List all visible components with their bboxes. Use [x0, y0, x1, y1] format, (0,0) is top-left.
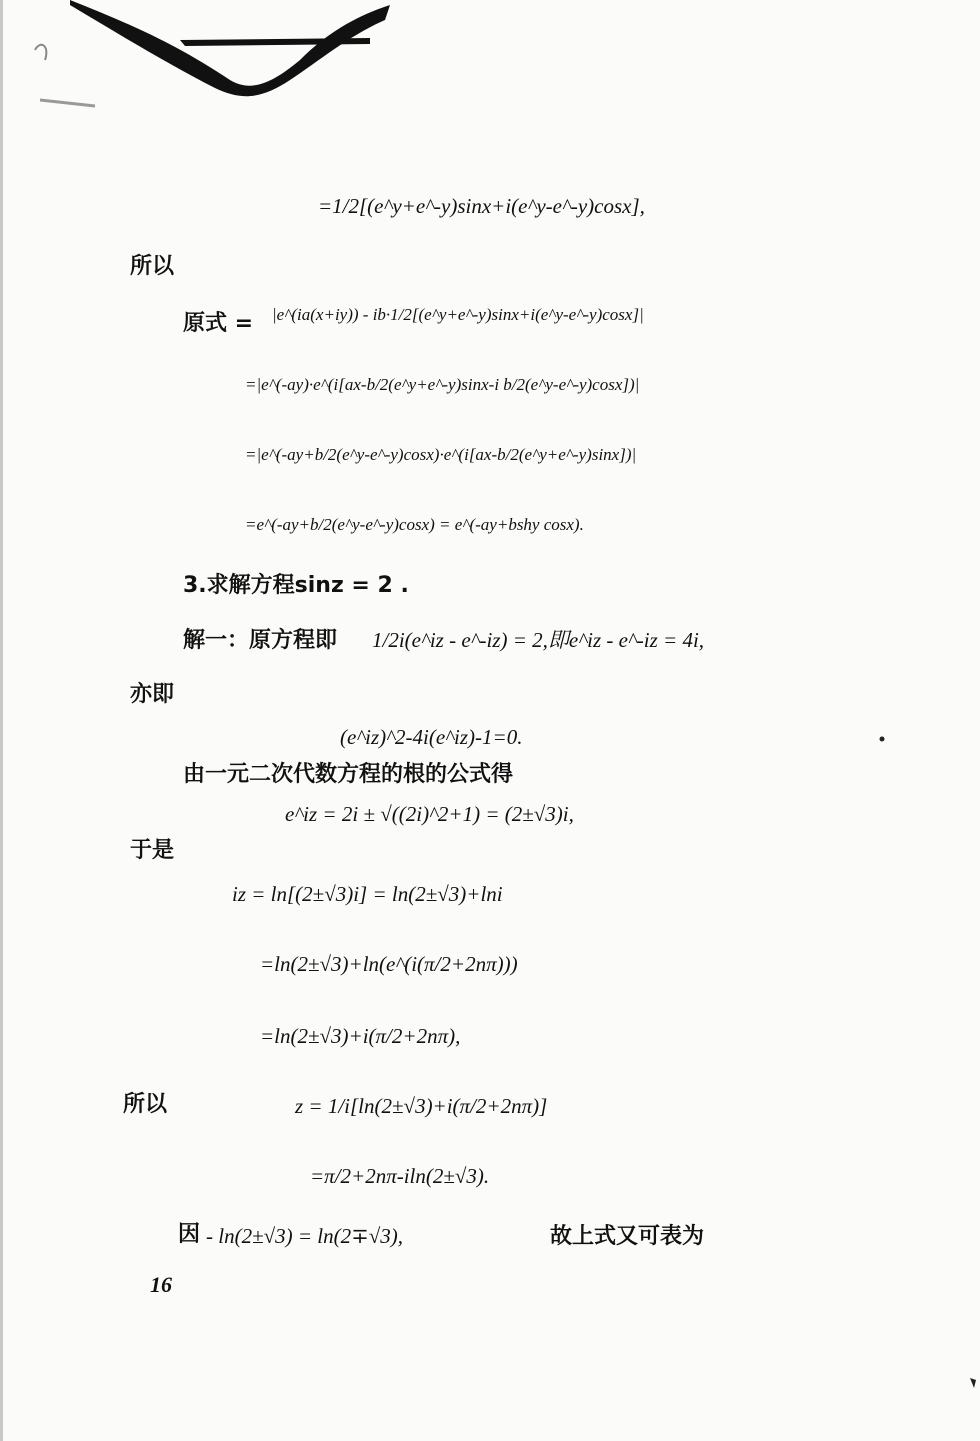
- label-yiji: 亦即: [130, 682, 175, 707]
- solution-1-equation: 1/2i(e^iz - e^-iz) = 2,即e^iz - e^-iz = 4i,: [372, 628, 705, 652]
- label-yushi: 于是: [130, 838, 175, 863]
- label-suoyi-1: 所以: [130, 254, 175, 279]
- scan-speck-2: [968, 1378, 978, 1390]
- final-math: - ln(2±√3) = ln(2∓√3),: [206, 1224, 403, 1248]
- root-formula: e^iz = 2i ± √((2i)^2+1) = (2±√3)i,: [285, 802, 574, 826]
- equation-line-3: =|e^(-ay)·e^(i[ax-b/2(e^y+e^-y)sinx-i b/2(e^y-e^-y)cosx])|: [245, 375, 640, 394]
- final-suffix: 故上式又可表为: [550, 1224, 705, 1249]
- z-line-2: =π/2+2nπ-iln(2±√3).: [310, 1164, 490, 1188]
- label-yuanshi: 原式 =: [183, 311, 254, 336]
- label-suoyi-2: 所以: [123, 1092, 168, 1117]
- problem-3-heading: 3.求解方程sinz = 2 .: [183, 573, 409, 598]
- equation-line-5: =e^(-ay+b/2(e^y-e^-y)cosx) = e^(-ay+bshy cosx).: [245, 515, 584, 534]
- page-number: 16: [150, 1272, 172, 1297]
- equation-line-1: =1/2[(e^y+e^-y)sinx+i(e^y-e^-y)cosx],: [318, 194, 645, 218]
- quadratic-equation: (e^iz)^2-4i(e^iz)-1=0.: [340, 725, 523, 749]
- equation-line-4: =|e^(-ay+b/2(e^y-e^-y)cosx)·e^(i[ax-b/2(e^y+e^-y)sinx])|: [245, 445, 637, 464]
- scan-speck-1: [878, 735, 886, 743]
- z-line-1: z = 1/i[ln(2±√3)+i(π/2+2nπ)]: [295, 1094, 548, 1118]
- iz-line-3: =ln(2±√3)+i(π/2+2nπ),: [260, 1024, 461, 1048]
- scan-page-edge: [0, 0, 3, 1441]
- equation-line-2: |e^(ia(x+iy)) - ib·1/2[(e^y+e^-y)sinx+i(e^y-e^-y)cosx]|: [272, 305, 644, 324]
- final-prefix: 因: [178, 1222, 201, 1247]
- solution-1-prefix: 解一：原方程即: [183, 628, 338, 653]
- iz-line-1: iz = ln[(2±√3)i] = ln(2±√3)+lni: [232, 882, 503, 906]
- formula-text: 由一元二次代数方程的根的公式得: [183, 762, 514, 787]
- scan-ink-artifact: [0, 0, 400, 110]
- iz-line-2: =ln(2±√3)+ln(e^(i(π/2+2nπ))): [260, 952, 518, 976]
